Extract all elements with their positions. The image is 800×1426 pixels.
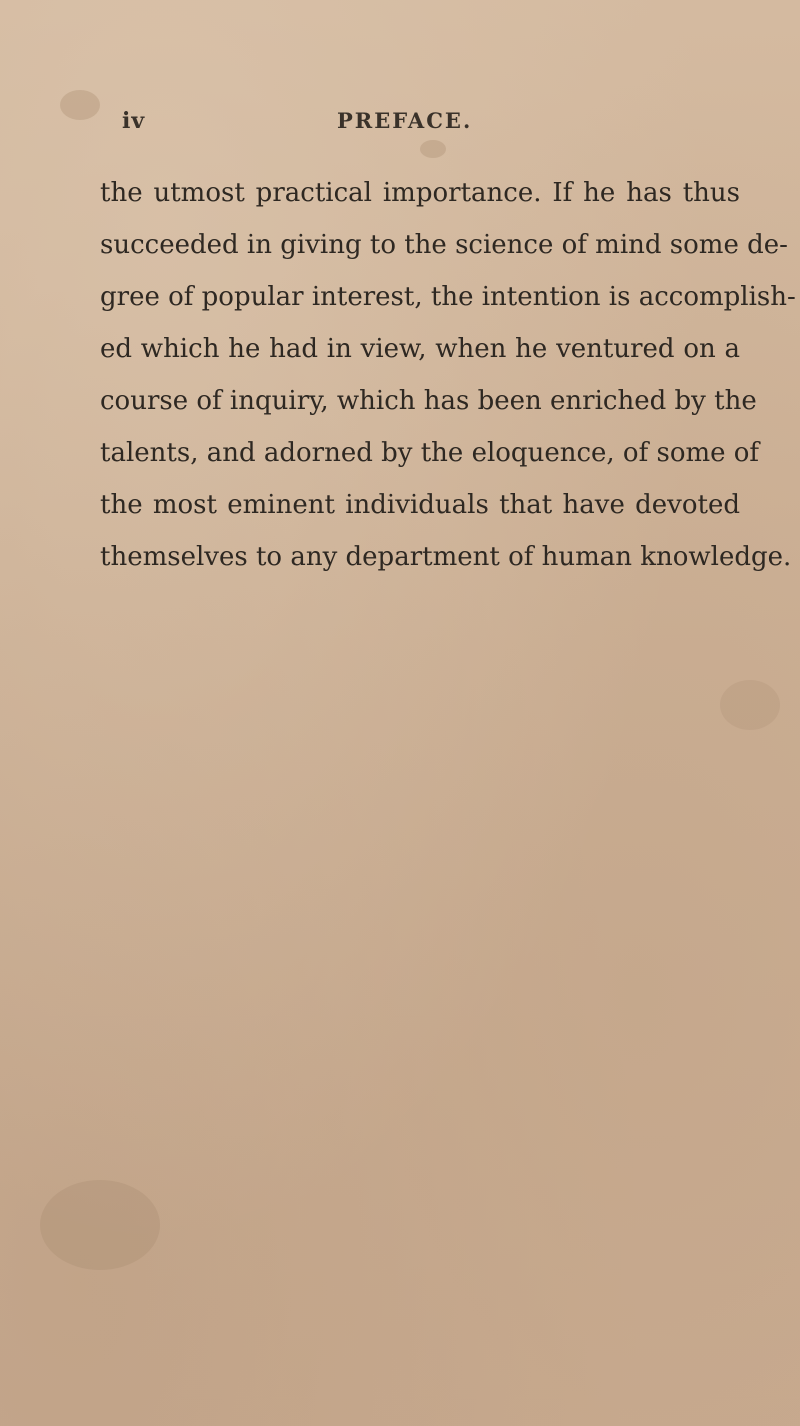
text-line: succeeded in giving to the science of mind some de- — [100, 230, 788, 260]
paper-stain — [720, 680, 780, 730]
text-line: themselves to any department of human knowledge. — [100, 542, 792, 572]
text-line: talents, and adorned by the eloquence, of some of — [100, 438, 760, 468]
running-title: PREFACE. — [337, 108, 473, 133]
paper-stain — [40, 1180, 160, 1270]
text-line: the most eminent individuals that have devoted — [100, 490, 740, 520]
running-head — [0, 108, 800, 148]
text-line: the utmost practical importance. If he has thus — [100, 178, 740, 208]
text-line: course of inquiry, which has been enriched by the — [100, 386, 757, 416]
body-paragraph — [100, 178, 796, 596]
page-number: iv — [122, 108, 146, 134]
text-line: gree of popular interest, the intention is accomplish- — [100, 282, 796, 312]
text-line: ed which he had in view, when he ventured on a — [100, 334, 740, 364]
